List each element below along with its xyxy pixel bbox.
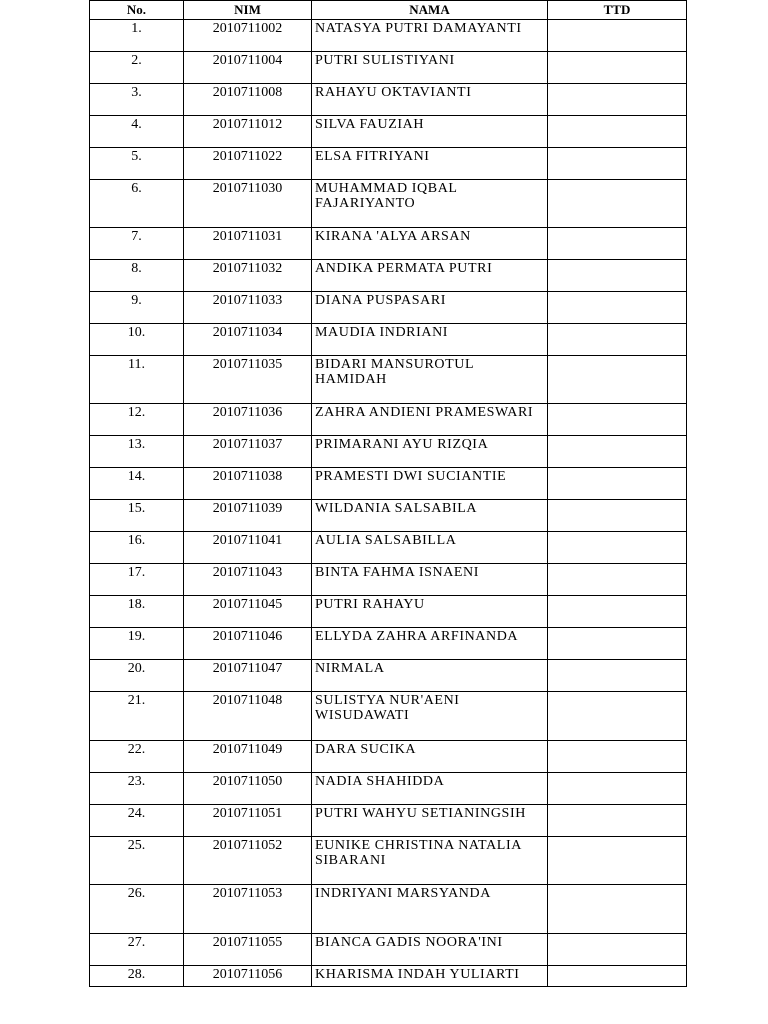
row-signature-cell[interactable] [548, 837, 687, 885]
table-row [90, 20, 687, 52]
row-number: 15. [90, 500, 184, 532]
row-signature-cell[interactable] [548, 116, 687, 148]
row-signature-cell[interactable] [548, 885, 687, 934]
row-signature-cell[interactable] [548, 741, 687, 773]
row-number: 8. [90, 260, 184, 292]
table-row [90, 660, 687, 692]
table-row [90, 404, 687, 436]
row-nama: ANDIKA PERMATA PUTRI [312, 260, 548, 292]
row-signature-cell[interactable] [548, 228, 687, 260]
row-nama: INDRIYANI MARSYANDA [312, 885, 548, 934]
table-row [90, 148, 687, 180]
row-signature-cell[interactable] [548, 596, 687, 628]
row-signature-cell[interactable] [548, 356, 687, 404]
row-nama: SILVA FAUZIAH [312, 116, 548, 148]
row-number: 5. [90, 148, 184, 180]
row-nim: 2010711038 [184, 468, 312, 500]
row-nama: PUTRI SULISTIYANI [312, 52, 548, 84]
table-row [90, 741, 687, 773]
row-signature-cell[interactable] [548, 436, 687, 468]
row-number: 11. [90, 356, 184, 404]
row-nama: EUNIKE CHRISTINA NATALIA SIBARANI [312, 837, 548, 885]
row-signature-cell[interactable] [548, 628, 687, 660]
row-number: 19. [90, 628, 184, 660]
table-row [90, 356, 687, 404]
row-nama: AULIA SALSABILLA [312, 532, 548, 564]
table-row [90, 228, 687, 260]
row-signature-cell[interactable] [548, 468, 687, 500]
row-signature-cell[interactable] [548, 966, 687, 987]
row-signature-cell[interactable] [548, 260, 687, 292]
row-nama: KIRANA 'ALYA ARSAN [312, 228, 548, 260]
table-row [90, 180, 687, 228]
table-row [90, 773, 687, 805]
row-nama: MAUDIA INDRIANI [312, 324, 548, 356]
row-number: 9. [90, 292, 184, 324]
row-nim: 2010711051 [184, 805, 312, 837]
row-nim: 2010711002 [184, 20, 312, 52]
row-number: 13. [90, 436, 184, 468]
row-signature-cell[interactable] [548, 692, 687, 741]
row-nim: 2010711012 [184, 116, 312, 148]
row-number: 25. [90, 837, 184, 885]
table-row [90, 692, 687, 741]
row-nama: ZAHRA ANDIENI PRAMESWARI [312, 404, 548, 436]
row-signature-cell[interactable] [548, 84, 687, 116]
row-nama: ELLYDA ZAHRA ARFINANDA [312, 628, 548, 660]
row-signature-cell[interactable] [548, 660, 687, 692]
table-row [90, 837, 687, 885]
header-no: No. [90, 1, 184, 20]
row-nim: 2010711052 [184, 837, 312, 885]
row-nama: PUTRI RAHAYU [312, 596, 548, 628]
row-nama: SULISTYA NUR'AENI WISUDAWATI [312, 692, 548, 741]
table-row [90, 805, 687, 837]
row-signature-cell[interactable] [548, 404, 687, 436]
row-signature-cell[interactable] [548, 324, 687, 356]
student-signature-table [89, 0, 687, 987]
row-nim: 2010711004 [184, 52, 312, 84]
row-nim: 2010711047 [184, 660, 312, 692]
row-signature-cell[interactable] [548, 564, 687, 596]
row-nim: 2010711033 [184, 292, 312, 324]
row-signature-cell[interactable] [548, 52, 687, 84]
row-number: 7. [90, 228, 184, 260]
row-nim: 2010711043 [184, 564, 312, 596]
row-nim: 2010711039 [184, 500, 312, 532]
row-signature-cell[interactable] [548, 934, 687, 966]
table-header-row [90, 1, 687, 20]
row-nim: 2010711048 [184, 692, 312, 741]
row-nim: 2010711037 [184, 436, 312, 468]
row-nim: 2010711035 [184, 356, 312, 404]
row-nim: 2010711056 [184, 966, 312, 987]
header-nim: NIM [184, 1, 312, 20]
table-row [90, 436, 687, 468]
row-number: 26. [90, 885, 184, 934]
row-nim: 2010711022 [184, 148, 312, 180]
row-nim: 2010711055 [184, 934, 312, 966]
row-number: 3. [90, 84, 184, 116]
table-row [90, 500, 687, 532]
row-signature-cell[interactable] [548, 148, 687, 180]
row-nim: 2010711053 [184, 885, 312, 934]
row-number: 20. [90, 660, 184, 692]
row-nama: WILDANIA SALSABILA [312, 500, 548, 532]
row-signature-cell[interactable] [548, 292, 687, 324]
row-nama: BIDARI MANSUROTUL HAMIDAH [312, 356, 548, 404]
row-nama: NATASYA PUTRI DAMAYANTI [312, 20, 548, 52]
row-number: 2. [90, 52, 184, 84]
row-number: 17. [90, 564, 184, 596]
table-body [90, 20, 687, 987]
row-signature-cell[interactable] [548, 20, 687, 52]
table-row [90, 116, 687, 148]
row-nim: 2010711034 [184, 324, 312, 356]
row-nama: NADIA SHAHIDDA [312, 773, 548, 805]
row-nama: RAHAYU OKTAVIANTI [312, 84, 548, 116]
table-row [90, 564, 687, 596]
row-signature-cell[interactable] [548, 500, 687, 532]
row-number: 27. [90, 934, 184, 966]
row-number: 22. [90, 741, 184, 773]
row-signature-cell[interactable] [548, 180, 687, 228]
row-nim: 2010711049 [184, 741, 312, 773]
row-number: 1. [90, 20, 184, 52]
row-number: 4. [90, 116, 184, 148]
row-nama: BIANCA GADIS NOORA'INI [312, 934, 548, 966]
table-row [90, 628, 687, 660]
row-nama: PRIMARANI AYU RIZQIA [312, 436, 548, 468]
attendance-sheet [89, 0, 686, 987]
row-nama: KHARISMA INDAH YULIARTI [312, 966, 548, 987]
table-row [90, 468, 687, 500]
table-row [90, 84, 687, 116]
table-row [90, 260, 687, 292]
row-nama: NIRMALA [312, 660, 548, 692]
row-nim: 2010711036 [184, 404, 312, 436]
table-row [90, 532, 687, 564]
row-number: 14. [90, 468, 184, 500]
row-nama: DARA SUCIKA [312, 741, 548, 773]
table-row [90, 885, 687, 934]
row-number: 23. [90, 773, 184, 805]
row-nama: PUTRI WAHYU SETIANINGSIH [312, 805, 548, 837]
row-nama: BINTA FAHMA ISNAENI [312, 564, 548, 596]
table-row [90, 966, 687, 987]
row-signature-cell[interactable] [548, 805, 687, 837]
row-number: 21. [90, 692, 184, 741]
row-nim: 2010711008 [184, 84, 312, 116]
table-row [90, 934, 687, 966]
row-number: 6. [90, 180, 184, 228]
row-nama: MUHAMMAD IQBAL FAJARIYANTO [312, 180, 548, 228]
row-nim: 2010711045 [184, 596, 312, 628]
row-number: 18. [90, 596, 184, 628]
row-nama: ELSA FITRIYANI [312, 148, 548, 180]
row-nim: 2010711041 [184, 532, 312, 564]
row-nim: 2010711030 [184, 180, 312, 228]
row-nim: 2010711032 [184, 260, 312, 292]
header-nama: NAMA [312, 1, 548, 20]
row-number: 12. [90, 404, 184, 436]
table-row [90, 324, 687, 356]
row-number: 10. [90, 324, 184, 356]
row-nim: 2010711046 [184, 628, 312, 660]
row-number: 28. [90, 966, 184, 987]
row-signature-cell[interactable] [548, 773, 687, 805]
row-number: 16. [90, 532, 184, 564]
table-row [90, 52, 687, 84]
row-nama: PRAMESTI DWI SUCIANTIE [312, 468, 548, 500]
header-ttd: TTD [548, 1, 687, 20]
row-nim: 2010711050 [184, 773, 312, 805]
row-nim: 2010711031 [184, 228, 312, 260]
row-nama: DIANA PUSPASARI [312, 292, 548, 324]
table-row [90, 292, 687, 324]
row-number: 24. [90, 805, 184, 837]
row-signature-cell[interactable] [548, 532, 687, 564]
table-row [90, 596, 687, 628]
